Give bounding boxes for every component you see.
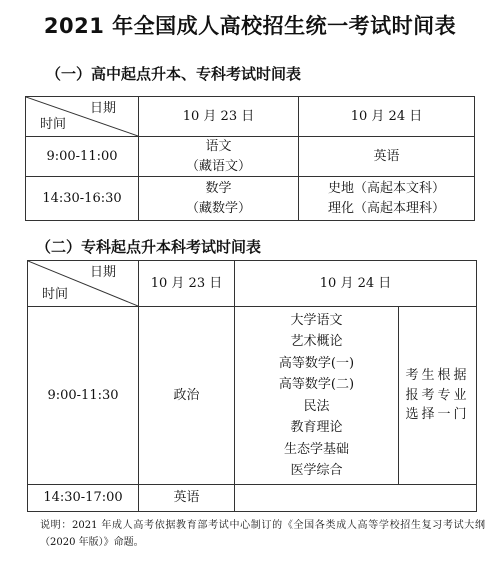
choose-one-note bbox=[399, 307, 477, 485]
section1-heading: （一）高中起点升本、专科考试时间表 bbox=[46, 65, 302, 83]
subject-cell bbox=[139, 177, 299, 221]
list-item: 高等数学(二) bbox=[278, 377, 355, 392]
list-item: 大学语文 bbox=[290, 312, 343, 328]
subject-cell: 政治 bbox=[139, 307, 235, 485]
schedule-table-1 bbox=[25, 96, 475, 221]
list-item: 医学综合 bbox=[290, 463, 343, 478]
list-item: 生态学基础 bbox=[283, 441, 349, 457]
diag-time-label: 时间 bbox=[42, 286, 69, 302]
subject-cell: 英语 bbox=[299, 137, 475, 177]
date-header-1: 10 月 23 日 bbox=[139, 261, 235, 307]
table-row bbox=[28, 307, 477, 485]
table-row bbox=[26, 137, 475, 177]
diagonal-header-cell bbox=[28, 261, 139, 307]
table-row bbox=[26, 177, 475, 221]
empty-cell bbox=[235, 485, 477, 512]
subject-line: （藏数学） bbox=[185, 200, 251, 216]
diag-date-label: 日期 bbox=[89, 101, 116, 116]
date-header-2: 10 月 24 日 bbox=[299, 97, 475, 137]
date-header-2: 10 月 24 日 bbox=[235, 261, 477, 307]
subject-cell bbox=[299, 177, 475, 221]
time-cell: 9:00-11:30 bbox=[28, 307, 139, 485]
list-item: 高等数学(一) bbox=[278, 355, 355, 371]
footnote: 说明：2021 年成人高考依据教育部考试中心制订的《全国各类成人高等学校招生复习考试大纲（2020 年版）》命题。 bbox=[40, 520, 485, 548]
page-title: 2021 年全国成人高校招生统一考试时间表 bbox=[43, 14, 457, 38]
schedule-table-2 bbox=[27, 260, 477, 512]
subject-line: （藏语文） bbox=[185, 158, 251, 174]
subject-line: 理化（高起本理科） bbox=[327, 200, 445, 216]
diag-time-label: 时间 bbox=[40, 116, 67, 132]
note-line: 选择一门 bbox=[405, 407, 470, 423]
diag-date-label: 日期 bbox=[89, 265, 116, 280]
subject-line: 语文 bbox=[205, 139, 232, 154]
elective-subject-list bbox=[235, 307, 399, 485]
list-item: 教育理论 bbox=[290, 420, 343, 435]
subject-line: 史地（高起本文科） bbox=[327, 181, 445, 196]
subject-cell bbox=[139, 137, 299, 177]
section2-heading: （二）专科起点升本科考试时间表 bbox=[36, 238, 262, 256]
time-cell: 14:30-16:30 bbox=[26, 177, 139, 221]
diagonal-header-cell bbox=[26, 97, 139, 137]
table-row bbox=[28, 485, 477, 512]
note-line: 考生根据 bbox=[405, 368, 470, 384]
list-item: 民法 bbox=[303, 398, 330, 414]
time-cell: 9:00-11:00 bbox=[26, 137, 139, 177]
subject-line: 数学 bbox=[205, 181, 232, 196]
note-line: 报考专业 bbox=[405, 387, 470, 403]
subject-cell: 英语 bbox=[139, 485, 235, 512]
date-header-1: 10 月 23 日 bbox=[139, 97, 299, 137]
list-item: 艺术概论 bbox=[290, 334, 343, 349]
time-cell: 14:30-17:00 bbox=[28, 485, 139, 512]
